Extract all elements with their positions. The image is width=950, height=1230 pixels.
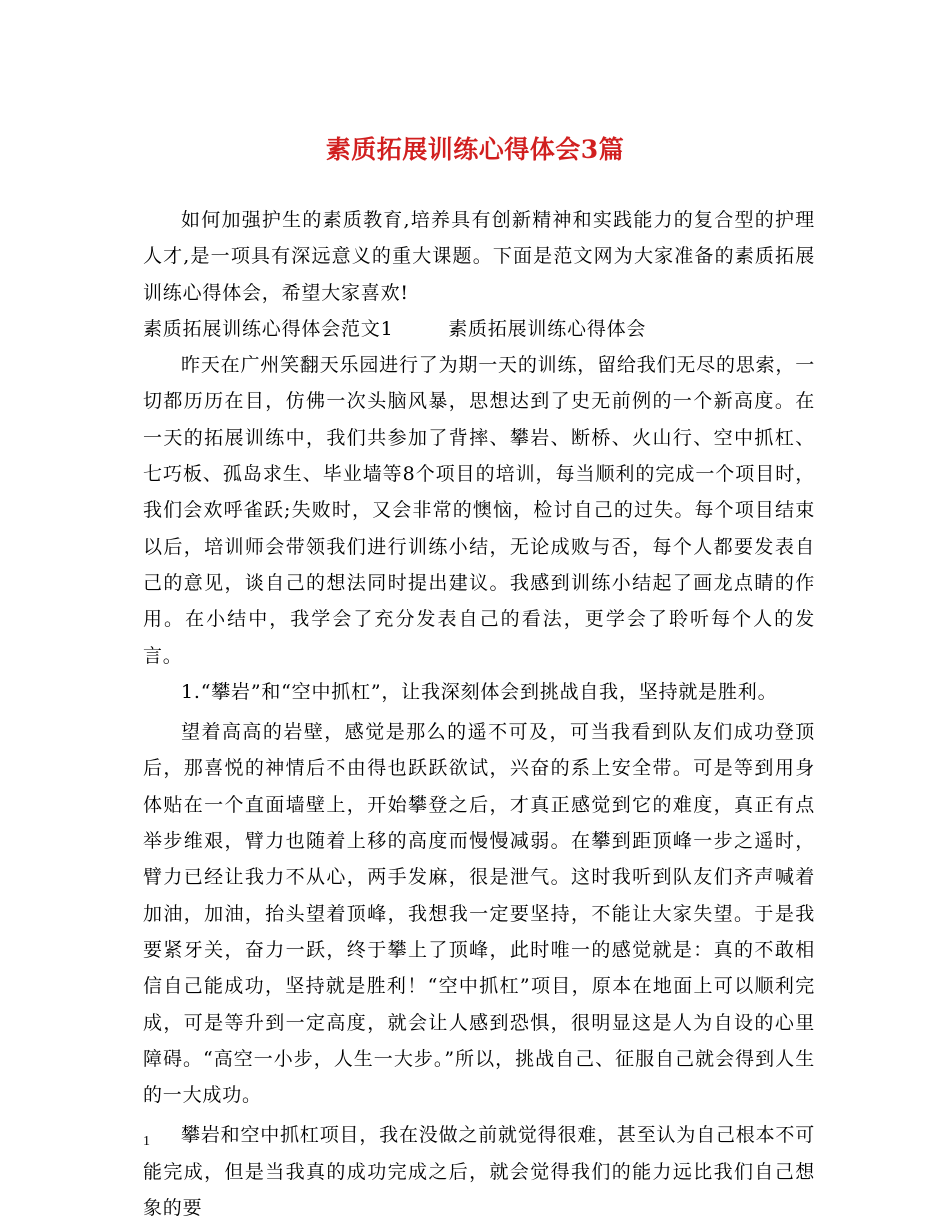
section-subheading: 素质拓展训练心得体会 xyxy=(448,317,647,340)
body-paragraph: 望着高高的岩壁，感觉是那么的遥不可及，可当我看到队友们成功登顶后，那喜悦的神情后不由得也跃跃欲试，兴奋的系上安全带。可是等到用身体贴在一个直面墙壁上，开始攀登之后，才真正感觉到它的难度，真正有点举步维艰，臂力也随着上移的高度而慢慢减弱。在攀到距顶峰一步之遥时，臂力已经让我力不从心，两手发麻，很是泄气。这时我听到队友们齐声喊着加油，加油，抬头望着顶峰，我想我一定要坚持，不能让大家失望。于是我要紧牙关，奋力一跃，终于攀上了顶峰，此时唯一的感觉就是：真的不敢相信自己能成功，坚持就是胜利！“空中抓杠”项目，原本在地面上可以顺利完成，可是等升到一定高度，就会让人感到恐惧，很明显这是人为自设的心里障碍。“高空一小步，人生一大步。”所以，挑战自己、征服自己就会得到人生的一大成功。 xyxy=(143,721,815,1107)
document-body xyxy=(143,202,815,1226)
section-heading: 素质拓展训练心得体会范文1 xyxy=(143,317,394,340)
document-title: 素质拓展训练心得体会3篇 xyxy=(325,135,625,164)
numbered-point: 1.“攀岩”和“空中抓杠”，让我深刻体会到挑战自我，坚持就是胜利。 xyxy=(181,680,778,703)
body-paragraph: 攀岩和空中抓杠项目，我在没做之前就觉得很难，甚至认为自己根本不可能完成，但是当我真的成功完成之后，就会觉得我们的能力远比我们自己想象的要 xyxy=(143,1124,815,1220)
section-heading-line xyxy=(143,311,815,347)
body-paragraph: 昨天在广州笑翻天乐园进行了为期一天的训练，留给我们无尽的思索，一切都历历在目，仿佛一次头脑风暴，思想达到了史无前例的一个新高度。在一天的拓展训练中，我们共参加了背摔、攀岩、断桥、火山行、空中抓杠、七巧板、孤岛求生、毕业墙等8个项目的培训，每当顺利的完成一个项目时，我们会欢呼雀跃;失败时，又会非常的懊恼，检讨自己的过失。每个项目结束以后，培训师会带领我们进行训练小结，无论成败与否，每个人都要发表自己的意见，谈自己的想法同时提出建议。我感到训练小结起了画龙点睛的作用。在小结中，我学会了充分发表自己的看法，更学会了聆听每个人的发言。 xyxy=(143,354,815,667)
intro-paragraph: 如何加强护生的素质教育,培养具有创新精神和实践能力的复合型的护理人才,是一项具有深远意义的重大课题。下面是范文网为大家准备的素质拓展训练心得体会，希望大家喜欢! xyxy=(143,209,815,304)
page-number: 1 xyxy=(143,1134,150,1149)
